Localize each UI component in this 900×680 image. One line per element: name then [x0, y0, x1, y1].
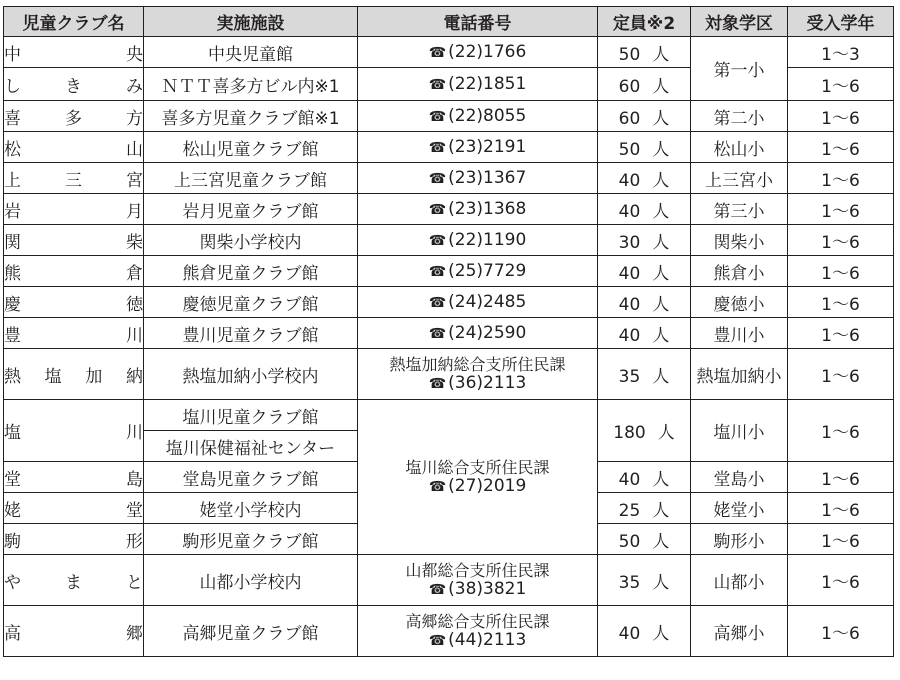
table-row — [4, 194, 894, 225]
capacity-cell — [598, 462, 691, 493]
telephone-icon: ☎ — [428, 294, 447, 311]
capacity-unit: 人 — [652, 500, 670, 521]
header-row — [4, 7, 894, 37]
club-name-cell — [4, 256, 144, 287]
club-name-cell — [4, 349, 144, 400]
capacity-unit: 人 — [652, 44, 670, 65]
district-cell: 上三宮小 — [691, 163, 788, 194]
table-row — [4, 101, 894, 132]
capacity-value: 40 — [618, 325, 641, 346]
capacity-cell — [598, 493, 691, 524]
capacity-unit: 人 — [652, 531, 670, 552]
club-name-char: 松 — [4, 139, 21, 160]
grade-cell: 1〜6 — [788, 68, 894, 101]
club-name-char: 柴 — [126, 232, 143, 253]
table-row — [4, 400, 894, 431]
capacity-value: 60 — [618, 108, 641, 129]
district-cell: 堂島小 — [691, 462, 788, 493]
district-cell: 塩川小 — [691, 400, 788, 462]
club-name-char: 中 — [4, 44, 21, 65]
club-name-char: 慶 — [4, 294, 21, 315]
office-name: 山都総合支所住民課 — [405, 560, 550, 580]
telephone-icon: ☎ — [428, 139, 447, 156]
grade-cell: 1〜6 — [788, 349, 894, 400]
club-name-char: 喜 — [4, 108, 21, 129]
header-capacity: 定員※2 — [598, 7, 691, 37]
telephone-icon: ☎ — [428, 632, 447, 649]
capacity-value: 40 — [618, 469, 641, 490]
club-name-char: 塩 — [4, 423, 21, 443]
table-row — [4, 256, 894, 287]
phone-line — [358, 374, 597, 393]
club-name-char: 駒 — [4, 531, 21, 552]
telephone-icon: ☎ — [428, 581, 447, 598]
capacity-value: 50 — [618, 44, 641, 65]
phone-cell — [358, 287, 598, 318]
club-name-char: き — [65, 76, 82, 97]
office-name: 高郷総合支所住民課 — [405, 611, 550, 631]
phone-cell — [358, 555, 598, 606]
club-table-wrapper — [3, 6, 894, 657]
district-cell: 慶徳小 — [691, 287, 788, 318]
telephone-icon: ☎ — [428, 232, 447, 249]
club-name-char: 月 — [126, 201, 143, 222]
club-name — [4, 321, 143, 346]
facility-cell: 豊川児童クラブ館 — [144, 318, 358, 349]
facility-cell: 姥堂小学校内 — [144, 493, 358, 524]
club-name-char: 川 — [126, 423, 143, 443]
club-name-cell — [4, 132, 144, 163]
facility-cell: 慶徳児童クラブ館 — [144, 287, 358, 318]
phone-cell — [358, 163, 598, 194]
telephone-icon: ☎ — [428, 108, 447, 125]
district-cell: 松山小 — [691, 132, 788, 163]
district-cell: 豊川小 — [691, 318, 788, 349]
club-name-cell — [4, 555, 144, 606]
header-facility: 実施施設 — [144, 7, 358, 37]
district-cell: 熊倉小 — [691, 256, 788, 287]
club-name-char: 塩 — [44, 366, 62, 387]
capacity-cell — [598, 68, 691, 101]
grade-cell: 1〜6 — [788, 606, 894, 657]
phone-cell — [358, 400, 598, 555]
capacity-unit: 人 — [652, 201, 670, 222]
capacity-unit: 人 — [652, 572, 670, 593]
table-row — [4, 163, 894, 194]
club-name-char: 方 — [126, 108, 143, 129]
capacity-cell — [598, 163, 691, 194]
capacity-unit: 人 — [652, 232, 670, 253]
phone-number: (22)1851 — [448, 73, 527, 94]
club-name-char: 熊 — [4, 263, 21, 284]
table-row — [4, 37, 894, 68]
district-cell: 関柴小 — [691, 225, 788, 256]
table-row — [4, 318, 894, 349]
table-row — [4, 349, 894, 400]
capacity-unit: 人 — [652, 139, 670, 160]
phone-line — [358, 75, 597, 94]
table-row — [4, 225, 894, 256]
capacity-cell — [598, 318, 691, 349]
grade-cell: 1〜6 — [788, 256, 894, 287]
grade-cell: 1〜6 — [788, 194, 894, 225]
capacity-cell — [598, 256, 691, 287]
telephone-icon: ☎ — [428, 170, 447, 187]
capacity-value: 40 — [618, 170, 641, 191]
facility-cell: 堂島児童クラブ館 — [144, 462, 358, 493]
facility-cell: 山都小学校内 — [144, 555, 358, 606]
facility-cell: 熱塩加納小学校内 — [144, 349, 358, 400]
header-district: 対象学区 — [691, 7, 788, 37]
club-name-cell — [4, 287, 144, 318]
club-name-cell — [4, 225, 144, 256]
table-row — [4, 606, 894, 657]
club-name-char: と — [126, 572, 143, 593]
club-name — [4, 290, 143, 315]
club-name — [4, 527, 143, 552]
grade-cell: 1〜6 — [788, 163, 894, 194]
district-cell: 姥堂小 — [691, 493, 788, 524]
capacity-cell — [598, 194, 691, 225]
phone-cell — [358, 68, 598, 101]
capacity-unit: 人 — [652, 294, 670, 315]
capacity-unit: 人 — [652, 366, 670, 387]
facility-cell: 塩川保健福祉センター — [144, 431, 358, 462]
facility-cell: 喜多方児童クラブ館※1 — [144, 101, 358, 132]
phone-number: (22)8055 — [448, 105, 527, 126]
capacity-unit: 人 — [652, 76, 670, 97]
club-name — [4, 135, 143, 160]
phone-cell — [358, 37, 598, 68]
phone-line — [358, 138, 597, 157]
capacity-cell — [598, 524, 691, 555]
club-name — [4, 362, 143, 387]
phone-number: (22)1766 — [448, 41, 527, 62]
club-name-cell — [4, 400, 144, 462]
phone-line — [358, 580, 597, 599]
club-name-char: 関 — [4, 232, 21, 253]
header-phone: 電話番号 — [358, 7, 598, 37]
capacity-unit: 人 — [652, 623, 670, 644]
club-name — [4, 166, 143, 191]
club-name-char: 三 — [65, 170, 82, 191]
capacity-value: 40 — [618, 294, 641, 315]
club-name-cell — [4, 68, 144, 101]
capacity-cell — [598, 555, 691, 606]
capacity-cell — [598, 101, 691, 132]
table-row — [4, 132, 894, 163]
facility-cell: 駒形児童クラブ館 — [144, 524, 358, 555]
club-name-char: 岩 — [4, 201, 21, 222]
club-name-char: 熱 — [4, 366, 21, 387]
capacity-value: 35 — [618, 572, 641, 593]
phone-number: (23)1368 — [448, 198, 527, 219]
capacity-value: 50 — [618, 139, 641, 160]
grade-cell: 1〜6 — [788, 524, 894, 555]
phone-number: (36)2113 — [448, 372, 527, 393]
phone-line — [358, 231, 597, 250]
phone-number: (23)1367 — [448, 167, 527, 188]
grade-cell: 1〜6 — [788, 225, 894, 256]
facility-cell: 中央児童館 — [144, 37, 358, 68]
facility-cell: 松山児童クラブ館 — [144, 132, 358, 163]
phone-line — [358, 324, 597, 343]
grade-cell: 1〜6 — [788, 101, 894, 132]
phone-cell — [358, 101, 598, 132]
capacity-value: 40 — [618, 623, 641, 644]
phone-line — [358, 43, 597, 62]
phone-number: (27)2019 — [448, 475, 527, 496]
district-cell: 駒形小 — [691, 524, 788, 555]
capacity-value: 60 — [618, 76, 641, 97]
grade-cell: 1〜6 — [788, 132, 894, 163]
capacity-unit: 人 — [657, 423, 675, 443]
children-club-table — [3, 6, 894, 657]
telephone-icon: ☎ — [428, 76, 447, 93]
club-name — [4, 568, 143, 593]
district-cell: 高郷小 — [691, 606, 788, 657]
capacity-cell — [598, 349, 691, 400]
club-name — [4, 228, 143, 253]
phone-number: (25)7729 — [448, 260, 527, 281]
club-name-cell — [4, 462, 144, 493]
club-name — [4, 259, 143, 284]
club-name-char: 島 — [126, 469, 143, 490]
club-name-char: み — [126, 76, 143, 97]
facility-cell: 岩月児童クラブ館 — [144, 194, 358, 225]
club-name-char: 川 — [126, 325, 143, 346]
phone-cell — [358, 349, 598, 400]
table-row — [4, 555, 894, 606]
district-cell: 山都小 — [691, 555, 788, 606]
telephone-icon: ☎ — [428, 375, 447, 392]
capacity-cell — [598, 37, 691, 68]
telephone-icon: ☎ — [428, 478, 447, 495]
club-name-char: 納 — [125, 366, 143, 387]
phone-number: (24)2590 — [448, 322, 527, 343]
phone-line — [358, 262, 597, 281]
club-name-char: 央 — [126, 44, 143, 65]
table-row — [4, 287, 894, 318]
capacity-unit: 人 — [652, 170, 670, 191]
club-name-char: 倉 — [126, 263, 143, 284]
club-name — [4, 496, 143, 521]
club-name-char: 姥 — [4, 500, 21, 521]
club-name-char: 豊 — [4, 325, 21, 346]
phone-line — [358, 107, 597, 126]
club-name-char: 上 — [4, 170, 21, 191]
grade-cell: 1〜3 — [788, 37, 894, 68]
club-name-char: し — [4, 76, 21, 97]
club-name-char: 多 — [65, 108, 82, 129]
club-name — [4, 72, 143, 97]
capacity-cell — [598, 225, 691, 256]
club-name-char: や — [4, 572, 21, 593]
phone-cell — [358, 194, 598, 225]
club-name-cell — [4, 101, 144, 132]
header-grade: 受入学年 — [788, 7, 894, 37]
phone-cell — [358, 318, 598, 349]
phone-number: (23)2191 — [448, 136, 527, 157]
phone-line — [358, 631, 597, 650]
facility-cell: ＮＴＴ喜多方ビル内※1 — [144, 68, 358, 101]
grade-cell: 1〜6 — [788, 493, 894, 524]
capacity-unit: 人 — [652, 108, 670, 129]
capacity-unit: 人 — [652, 469, 670, 490]
capacity-unit: 人 — [652, 325, 670, 346]
club-name-char: 宮 — [126, 170, 143, 191]
club-name-cell — [4, 318, 144, 349]
capacity-value: 30 — [618, 232, 641, 253]
telephone-icon: ☎ — [428, 263, 447, 280]
capacity-cell — [598, 287, 691, 318]
capacity-value: 40 — [618, 201, 641, 222]
club-name-char: 郷 — [126, 623, 143, 644]
club-name-char: ま — [65, 572, 82, 593]
table-body — [4, 37, 894, 657]
facility-cell: 塩川児童クラブ館 — [144, 400, 358, 431]
phone-line — [358, 293, 597, 312]
grade-cell: 1〜6 — [788, 462, 894, 493]
club-name-cell — [4, 194, 144, 225]
facility-cell: 高郷児童クラブ館 — [144, 606, 358, 657]
club-name-char: 高 — [4, 623, 21, 644]
club-name-cell — [4, 606, 144, 657]
district-cell: 第三小 — [691, 194, 788, 225]
phone-cell — [358, 256, 598, 287]
phone-line — [358, 200, 597, 219]
capacity-value: 25 — [618, 500, 641, 521]
district-cell: 第一小 — [691, 37, 788, 101]
capacity-cell — [598, 606, 691, 657]
district-cell: 第二小 — [691, 101, 788, 132]
club-name — [4, 418, 143, 443]
phone-cell — [358, 225, 598, 256]
capacity-value: 35 — [618, 366, 641, 387]
phone-cell — [358, 606, 598, 657]
phone-number: (24)2485 — [448, 291, 527, 312]
office-name: 塩川総合支所住民課 — [405, 457, 550, 477]
phone-number: (22)1190 — [448, 229, 527, 250]
facility-cell: 上三宮児童クラブ館 — [144, 163, 358, 194]
capacity-value: 40 — [618, 263, 641, 284]
club-name — [4, 40, 143, 65]
phone-number: (44)2113 — [448, 629, 527, 650]
club-name-char: 加 — [85, 366, 103, 387]
club-name-cell — [4, 163, 144, 194]
club-name — [4, 619, 143, 644]
club-name-cell — [4, 493, 144, 524]
club-name-char: 堂 — [4, 469, 21, 490]
phone-line — [358, 169, 597, 188]
phone-number: (38)3821 — [448, 578, 527, 599]
capacity-value: 50 — [618, 531, 641, 552]
grade-cell: 1〜6 — [788, 400, 894, 462]
phone-cell — [358, 132, 598, 163]
club-name — [4, 104, 143, 129]
club-name-char: 山 — [126, 139, 143, 160]
grade-cell: 1〜6 — [788, 555, 894, 606]
phone-line — [358, 477, 597, 496]
capacity-unit: 人 — [652, 263, 670, 284]
club-name-char: 徳 — [126, 294, 143, 315]
facility-cell: 関柴小学校内 — [144, 225, 358, 256]
club-name-char: 形 — [126, 531, 143, 552]
capacity-cell — [598, 132, 691, 163]
telephone-icon: ☎ — [428, 201, 447, 218]
club-name — [4, 465, 143, 490]
facility-cell: 熊倉児童クラブ館 — [144, 256, 358, 287]
telephone-icon: ☎ — [428, 325, 447, 342]
telephone-icon: ☎ — [428, 44, 447, 61]
office-name: 熱塩加納総合支所住民課 — [389, 354, 566, 374]
header-name: 児童クラブ名 — [4, 7, 144, 37]
grade-cell: 1〜6 — [788, 287, 894, 318]
club-name-cell — [4, 37, 144, 68]
capacity-cell — [598, 400, 691, 462]
grade-cell: 1〜6 — [788, 318, 894, 349]
club-name-cell — [4, 524, 144, 555]
club-name-char: 堂 — [126, 500, 143, 521]
district-cell: 熱塩加納小 — [691, 349, 788, 400]
capacity-value: 180 — [613, 423, 646, 443]
club-name — [4, 197, 143, 222]
